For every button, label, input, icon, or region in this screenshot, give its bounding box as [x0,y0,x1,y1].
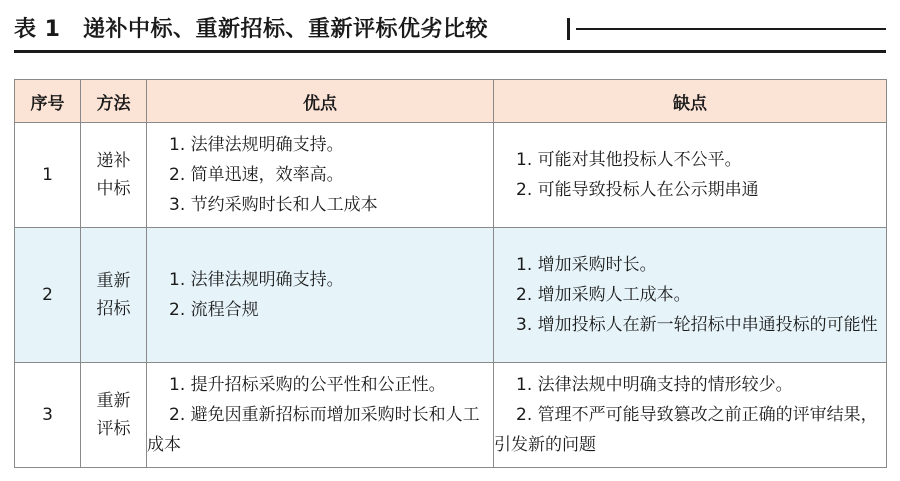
row-seq: 1 [15,123,81,228]
pro-item: 2. 简单迅速，效率高。 [169,165,344,185]
method-line: 递补 [96,151,131,171]
table-row [15,123,887,228]
con-item: 2. 可能导致投标人在公示期串通 [516,180,759,200]
row-cons [494,123,887,228]
row-pros [147,123,494,228]
table-header-row [15,80,887,123]
pro-item: 1. 法律法规明确支持。 [169,270,344,290]
pro-item: 1. 法律法规明确支持。 [169,135,344,155]
row-seq: 2 [15,228,81,363]
table-row [15,363,887,468]
con-item: 1. 增加采购时长。 [516,255,657,275]
comparison-table [14,79,887,468]
header-seq: 序号 [15,80,81,123]
method-line: 评标 [96,419,131,439]
pro-item: 2. 避免因重新招标而增加采购时长和人工成本 [147,405,480,455]
method-line: 招标 [96,299,131,319]
method-line: 中标 [96,179,131,199]
pro-item: 1. 提升招标采购的公平性和公正性。 [169,375,446,395]
pro-item: 3. 节约采购时长和人工成本 [169,195,378,215]
header-method: 方法 [81,80,147,123]
con-item: 2. 管理不严可能导致篡改之前正确的评审结果，引发新的问题 [494,405,878,455]
row-method [81,123,147,228]
table-title: 表 1 递补中标、重新招标、重新评标优劣比较 [14,17,488,42]
header-cons: 缺点 [494,80,887,123]
row-pros [147,363,494,468]
method-line: 重新 [96,271,131,291]
con-item: 1. 法律法规中明确支持的情形较少。 [516,375,793,395]
title-underline [14,50,886,53]
con-item: 1. 可能对其他投标人不公平。 [516,150,742,170]
con-item: 2. 增加采购人工成本。 [516,285,691,305]
table-row [15,228,887,363]
title-rule-line [576,28,886,30]
header-pros: 优点 [147,80,494,123]
con-item: 3. 增加投标人在新一轮招标中串通投标的可能性 [516,315,878,335]
table-caption [14,10,886,50]
row-method [81,363,147,468]
row-method [81,228,147,363]
method-line: 重新 [96,391,131,411]
row-cons [494,228,887,363]
row-pros [147,228,494,363]
pro-item: 2. 流程合规 [169,300,259,320]
row-seq: 3 [15,363,81,468]
row-cons [494,363,887,468]
title-tick-mark [567,18,570,40]
